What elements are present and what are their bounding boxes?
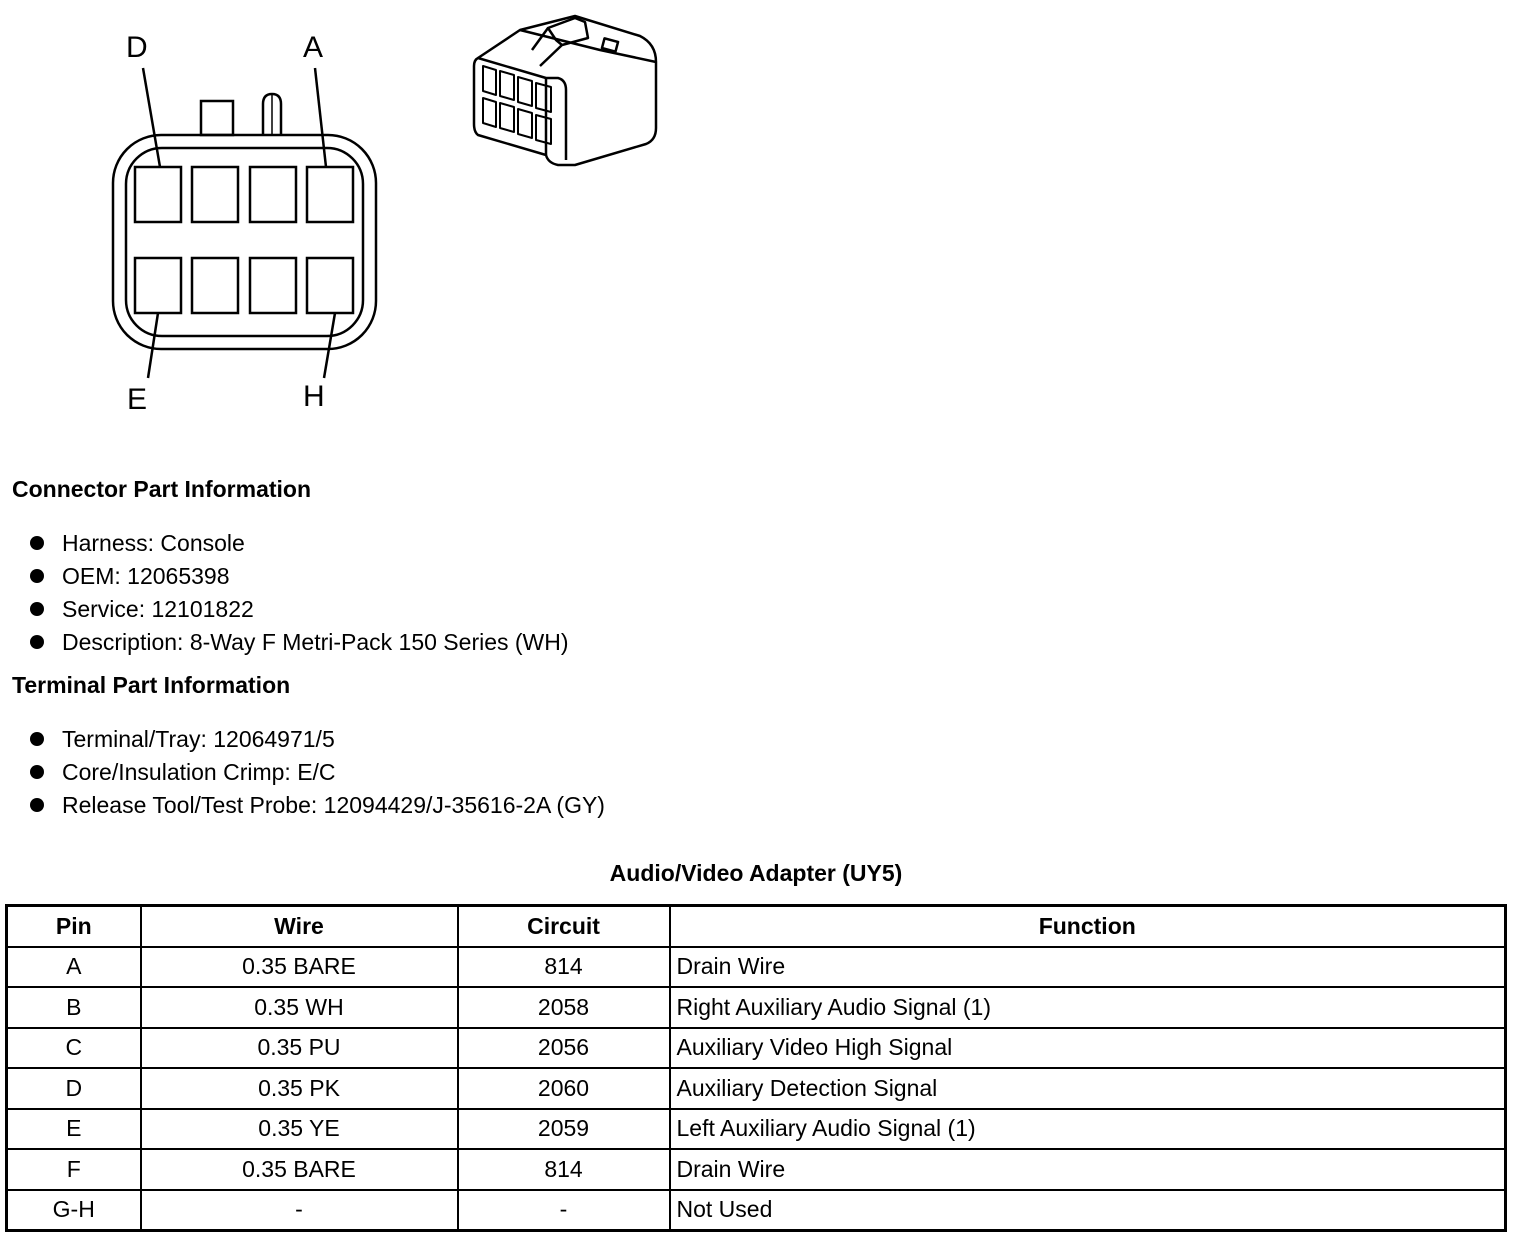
cell-wire: 0.35 WH — [141, 987, 458, 1028]
cell-pin: D — [7, 1068, 141, 1109]
cell-circuit: 2059 — [458, 1109, 670, 1150]
list-item: Terminal/Tray: 12064971/5 — [28, 723, 605, 756]
cell-circuit: 2060 — [458, 1068, 670, 1109]
bullet-icon — [30, 635, 44, 649]
header-pin: Pin — [7, 906, 141, 947]
cell-function: Drain Wire — [670, 1149, 1506, 1190]
cell-pin: C — [7, 1028, 141, 1069]
cell-wire: 0.35 BARE — [141, 1149, 458, 1190]
table-title: Audio/Video Adapter (UY5) — [609, 860, 903, 886]
bullet-icon — [30, 798, 44, 812]
list-item: Description: 8-Way F Metri-Pack 150 Series (WH) — [28, 626, 569, 659]
bullet-icon — [30, 569, 44, 583]
label-pin-a: A — [303, 31, 324, 64]
list-item: OEM: 12065398 — [28, 560, 569, 593]
cell-wire: 0.35 PU — [141, 1028, 458, 1069]
bullet-icon — [30, 765, 44, 779]
connector-info-heading: Connector Part Information — [12, 476, 312, 502]
table-row — [7, 1109, 1506, 1150]
table-header-row — [7, 906, 1506, 947]
table-row — [7, 987, 1506, 1028]
list-item: Core/Insulation Crimp: E/C — [28, 756, 605, 789]
table-row — [7, 1190, 1506, 1231]
cell-function: Not Used — [670, 1190, 1506, 1231]
cell-pin: A — [7, 947, 141, 988]
cell-function: Left Auxiliary Audio Signal (1) — [670, 1109, 1506, 1150]
pinout-table — [5, 904, 1507, 1232]
header-circuit: Circuit — [458, 906, 670, 947]
label-pin-h: H — [303, 380, 325, 413]
cell-wire: 0.35 BARE — [141, 947, 458, 988]
cell-wire: - — [141, 1190, 458, 1231]
cell-wire: 0.35 YE — [141, 1109, 458, 1150]
cell-pin: G-H — [7, 1190, 141, 1231]
header-wire: Wire — [141, 906, 458, 947]
terminal-info-heading: Terminal Part Information — [12, 672, 291, 698]
bullet-icon — [30, 732, 44, 746]
list-item: Service: 12101822 — [28, 593, 569, 626]
cell-circuit: 814 — [458, 947, 670, 988]
cell-pin: B — [7, 987, 141, 1028]
cell-pin: E — [7, 1109, 141, 1150]
table-row — [7, 947, 1506, 988]
cell-function: Right Auxiliary Audio Signal (1) — [670, 987, 1506, 1028]
terminal-info-list — [28, 723, 605, 822]
cell-wire: 0.35 PK — [141, 1068, 458, 1109]
connector-info-list — [28, 527, 569, 659]
cell-circuit: 2056 — [458, 1028, 670, 1069]
list-item: Harness: Console — [28, 527, 569, 560]
connector-face-diagram — [100, 20, 400, 420]
cell-circuit: 814 — [458, 1149, 670, 1190]
label-pin-d: D — [126, 31, 148, 64]
label-pin-e: E — [127, 383, 148, 416]
connector-isometric-picture — [468, 8, 668, 178]
table-row — [7, 1028, 1506, 1069]
table-row — [7, 1149, 1506, 1190]
cell-circuit: 2058 — [458, 987, 670, 1028]
list-item: Release Tool/Test Probe: 12094429/J-35616-2A (GY) — [28, 789, 605, 822]
cell-function: Drain Wire — [670, 947, 1506, 988]
cell-pin: F — [7, 1149, 141, 1190]
bullet-icon — [30, 602, 44, 616]
cell-circuit: - — [458, 1190, 670, 1231]
table-row — [7, 1068, 1506, 1109]
cell-function: Auxiliary Video High Signal — [670, 1028, 1506, 1069]
bullet-icon — [30, 536, 44, 550]
cell-function: Auxiliary Detection Signal — [670, 1068, 1506, 1109]
header-function: Function — [670, 906, 1506, 947]
